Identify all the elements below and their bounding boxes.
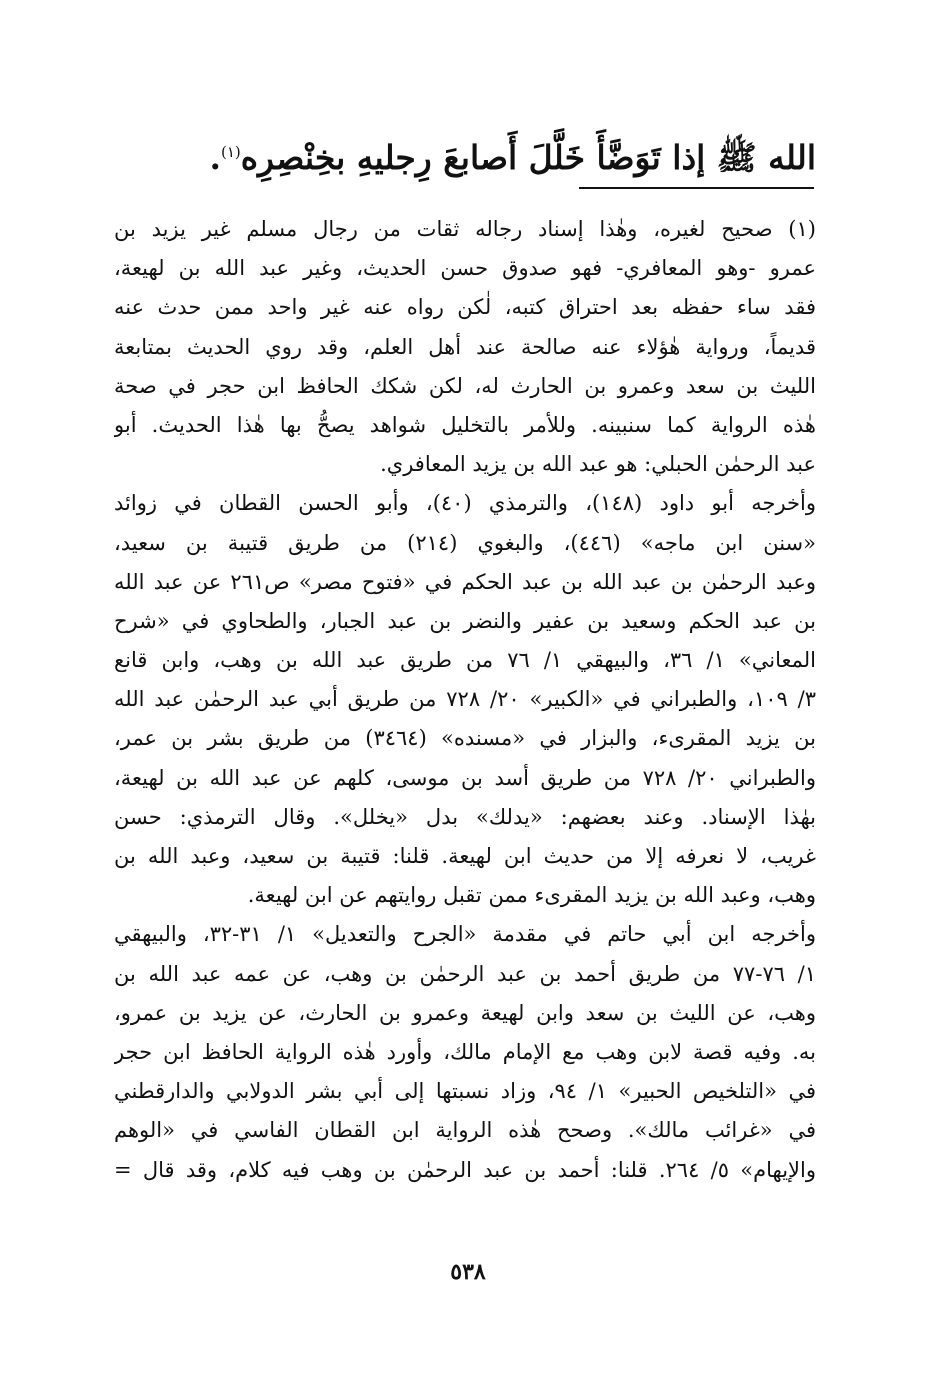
footnote-line: الليث بن سعد وعمرو بن الحارث له، لكن شكك الحافظ ابن حجر في صحة [114, 373, 816, 398]
main-text-line [96, 122, 816, 188]
footnote-line: وأخرجه ابن أبي حاتم في مقدمة «الجرح والتعديل» ١/ ٣١-٣٢، والبيهقي [114, 922, 816, 947]
footnote-line: فقد ساء حفظه بعد احتراق كتبه، لٰكن رواه عنه غير واحد ممن حدث عنه [114, 295, 816, 320]
footnote-block [114, 210, 816, 1190]
footnote-line: ١/ ٧٦-٧٧ من طريق أحمد بن عبد الرحمٰن بن وهب، عن عمه عبد الله بن [114, 961, 816, 986]
footnote-reference-marker: (١) [220, 143, 241, 161]
footnote-line: والإيهام» ٥/ ٢٦٤. قلنا: أحمد بن عبد الرحمٰن بن وهب فيه كلام، وقد قال = [114, 1157, 816, 1182]
footnote-line: في «غرائب مالك». وصحح هٰذه الرواية ابن القطان الفاسي في «الوهم [114, 1118, 816, 1143]
footnote-line: غريب، لا نعرفه إلا من حديث ابن لهيعة. قلنا: قتيبة بن سعيد، وعبد الله بن [114, 844, 816, 868]
footnote-line: وأخرجه أبو داود (١٤٨)، والترمذي (٤٠)، وأبو الحسن القطان في زوائد [114, 491, 816, 516]
footnote-line: هٰذه الرواية كما سنبينه. وللأمر بالتخليل شواهد يصحُّ بها هٰذا الحديث. أبو [114, 412, 816, 437]
main-text-end: . [209, 138, 221, 177]
footnote-line: قديماً، ورواية هٰؤلاء عنه صالحة عند أهل العلم، وقد روي الحديث بمتابعة [114, 334, 816, 359]
footnote-line: وهب، عن الليث بن سعد وابن لهيعة وعمرو بن الحارث، عن يزيد بن عمرو، [114, 1000, 816, 1025]
footnote-line: (١) صحيح لغيره، وهٰذا إسناد رجاله ثقات من رجال مسلم غير يزيد بن [114, 217, 816, 241]
footnote-line: المعاني» ١/ ٣٦، والبيهقي ١/ ٧٦ من طريق عبد الله بن وهب، وابن قانع [114, 648, 816, 673]
footnote-line: والطبراني ٢٠/ ٧٢٨ من طريق أسد بن موسى، كلهم عن عبد الله بن لهيعة، [114, 765, 816, 790]
footnote-line: عبد الرحمٰن الحبلي: هو عبد الله بن يزيد المعافري. [380, 452, 816, 477]
footnote-line: به. وفيه قصة لابن وهب مع الإمام مالك، وأورد هٰذه الرواية الحافظ ابن حجر [114, 1039, 816, 1064]
footnote-line: وهب، وعبد الله بن يزيد المقرىء ممن تقبل روايتهم عن ابن لهيعة. [247, 883, 816, 908]
footnote-line: بن عبد الحكم وسعيد بن عفير والنضر بن عبد الجبار، والطحاوي في «شرح [114, 608, 816, 633]
footnote-line: وعبد الرحمٰن بن عبد الله بن عبد الحكم في «فتوح مصر» ص٢٦١ عن عبد الله [114, 569, 816, 594]
main-text: الله ﷺ إذا تَوَضَّأَ خَلَّلَ أَصابعَ رِجليهِ بخِنْصِرِه [240, 138, 816, 177]
footnote-line: عمرو -وهو المعافري- فهو صدوق حسن الحديث، وغير عبد الله بن لهيعة، [114, 256, 816, 281]
footnote-line: بهٰذا الإسناد. وعند بعضهم: «يدلك» بدل «يخلل». وقال الترمذي: حسن [114, 804, 816, 829]
footnote-line: في «التلخيص الحبير» ١/ ٩٤، وزاد نسبتها إلى أبي بشر الدولابي والدارقطني [114, 1079, 816, 1104]
footnote-separator-rule [579, 187, 814, 189]
footnote-line: «سنن ابن ماجه» (٤٤٦)، والبغوي (٢١٤) من طريق قتيبة بن سعيد، [114, 530, 816, 555]
footnote-line: بن يزيد المقرىء، والبزار في «مسنده» (٣٤٦٤) من طريق بشر بن عمر، [114, 726, 816, 751]
footnote-line: ٣/ ١٠٩، والطبراني في «الكبير» ٢٠/ ٧٢٨ من طريق أبي عبد الرحمٰن عبد الله [114, 687, 816, 712]
page-number: ٥٣٨ [450, 1259, 486, 1285]
